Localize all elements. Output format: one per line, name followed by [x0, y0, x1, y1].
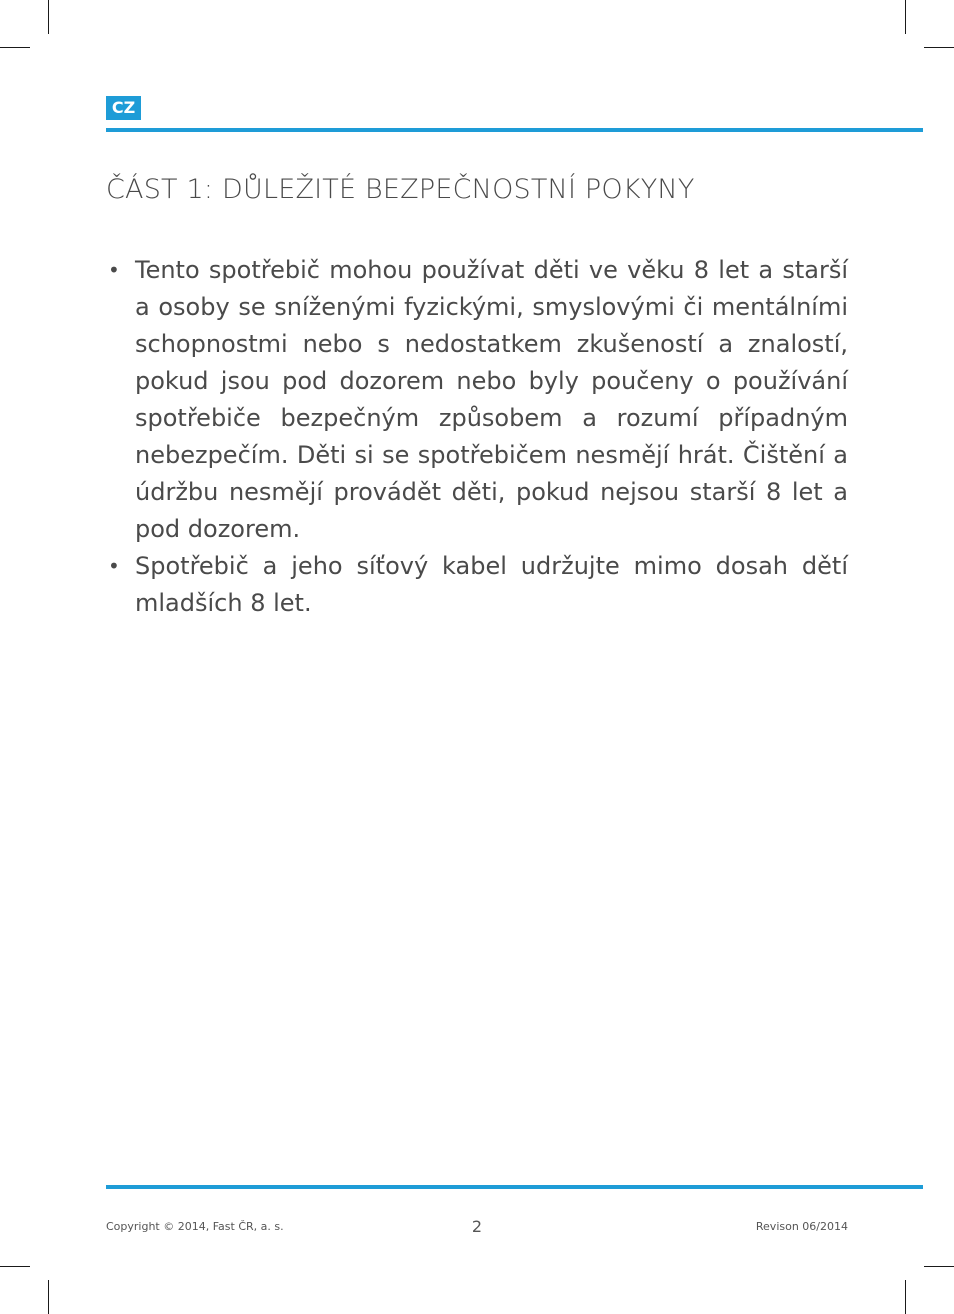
safety-instructions-list — [106, 252, 848, 622]
crop-mark — [905, 0, 906, 34]
list-item — [106, 252, 848, 548]
header-divider — [106, 128, 923, 132]
section-title: ČÁST 1: DŮLEŽITÉ BEZPEČNOSTNÍ POKYNY — [106, 174, 695, 205]
list-item — [106, 548, 848, 622]
crop-mark — [924, 47, 954, 48]
list-item-text: Spotřebič a jeho síťový kabel udržujte mimo dosah dětí mladších 8 let. — [135, 552, 848, 617]
list-item-text: Tento spotřebič mohou používat děti ve věku 8 let a starší a osoby se sníženými fyzickými, smyslovými či mentálními schopnostmi nebo s nedostatkem zkušeností a znalostí, pokud jsou pod dozorem nebo byly poučeny o používání spotřebiče bezpečným způsobem a rozumí případným nebezpečím. Děti si se spotřebičem nesmějí hrát. Čištění a údržbu nesmějí provádět děti, pokud nejsou starší 8 let a pod dozorem. — [135, 256, 848, 543]
crop-mark — [48, 1280, 49, 1314]
bullet-icon: • — [108, 554, 120, 578]
crop-mark — [924, 1266, 954, 1267]
bullet-icon: • — [108, 258, 120, 282]
crop-mark — [48, 0, 49, 34]
footer-revision: Revison 06/2014 — [755, 1220, 848, 1233]
language-badge: CZ — [106, 96, 141, 120]
footer-copyright: Copyright © 2014, Fast ČR, a. s. — [106, 1220, 284, 1233]
crop-mark — [0, 1266, 30, 1267]
footer-divider — [106, 1185, 923, 1189]
crop-mark — [905, 1280, 906, 1314]
page-number: 2 — [471, 1217, 483, 1236]
crop-mark — [0, 47, 30, 48]
